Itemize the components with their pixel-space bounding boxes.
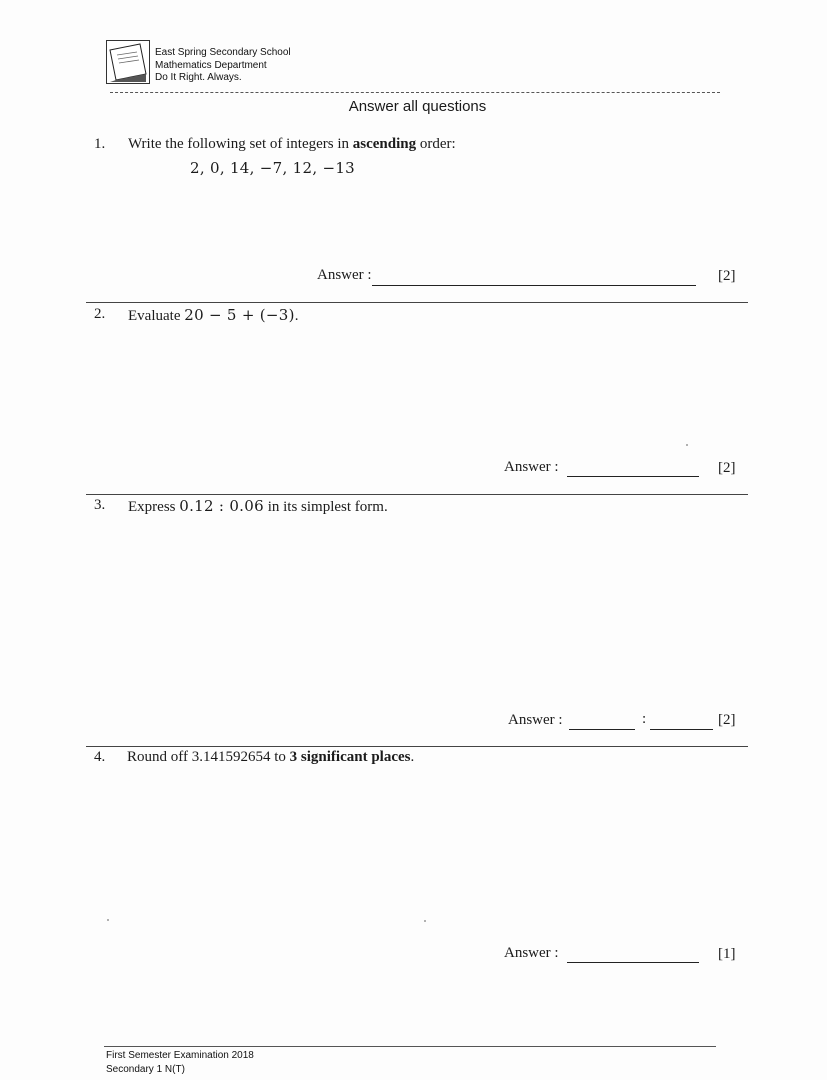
school-motto: Do It Right. Always. xyxy=(155,72,242,83)
school-name: East Spring Secondary School xyxy=(155,47,291,58)
question-3-answer-blank-right[interactable] xyxy=(650,729,713,730)
footer-divider xyxy=(104,1046,716,1047)
instruction-heading: Answer all questions xyxy=(348,98,487,115)
question-3-ratio: 0.12 : 0.06 xyxy=(179,497,264,515)
question-4-answer-label: Answer : xyxy=(504,945,559,961)
question-separator xyxy=(86,302,748,303)
school-info xyxy=(155,47,291,85)
scan-speck xyxy=(107,919,109,921)
question-separator xyxy=(86,746,748,747)
question-2-answer-blank[interactable] xyxy=(567,476,699,477)
question-1-text-after: order: xyxy=(416,136,456,152)
question-3-text xyxy=(128,497,388,516)
scan-speck xyxy=(686,444,688,446)
question-3-marks: [2] xyxy=(718,712,736,728)
question-4-text-bold: 3 significant places xyxy=(289,749,411,765)
question-2-text-after: . xyxy=(294,308,299,324)
question-2-expression: 20 − 5 + (−3) xyxy=(184,306,295,324)
question-1-text-bold: ascending xyxy=(352,136,417,152)
header-divider xyxy=(110,92,720,93)
question-1-text xyxy=(128,136,456,153)
exam-level: Secondary 1 N(T) xyxy=(106,1064,185,1075)
question-4-text xyxy=(127,749,414,766)
question-3-answer-blank-left[interactable] xyxy=(569,729,635,730)
department-name: Mathematics Department xyxy=(155,59,267,71)
footer xyxy=(106,1049,254,1077)
question-1-text-before: Write the following set of integers in xyxy=(128,136,353,152)
question-1-marks: [2] xyxy=(718,268,736,284)
question-2-text-before: Evaluate xyxy=(128,308,185,324)
question-2-number: 2. xyxy=(94,306,106,322)
question-4-text-before: Round off 3.141592654 to xyxy=(127,749,290,765)
question-2-text xyxy=(128,306,299,325)
question-1-answer-label: Answer : xyxy=(317,267,372,283)
question-1-number: 1. xyxy=(94,136,106,152)
question-4-marks: [1] xyxy=(718,946,736,962)
question-3-answer-label: Answer : xyxy=(508,712,563,728)
question-3-ratio-colon: : xyxy=(642,711,647,727)
question-3-text-before: Express xyxy=(128,499,180,515)
question-separator xyxy=(86,494,748,495)
question-2-marks: [2] xyxy=(718,460,736,476)
scan-speck xyxy=(424,920,426,922)
question-1-integer-set: 2, 0, 14, −7, 12, −13 xyxy=(190,159,356,177)
question-4-number: 4. xyxy=(94,749,106,765)
question-1-answer-blank[interactable] xyxy=(372,285,696,286)
question-3-text-after: in its simplest form. xyxy=(263,499,388,515)
school-crest-icon xyxy=(106,40,150,84)
question-4-text-after: . xyxy=(410,749,415,765)
question-2-answer-label: Answer : xyxy=(504,459,559,475)
question-3-number: 3. xyxy=(94,497,106,513)
question-4-answer-blank[interactable] xyxy=(567,962,699,963)
exam-title: First Semester Examination 2018 xyxy=(106,1050,254,1061)
